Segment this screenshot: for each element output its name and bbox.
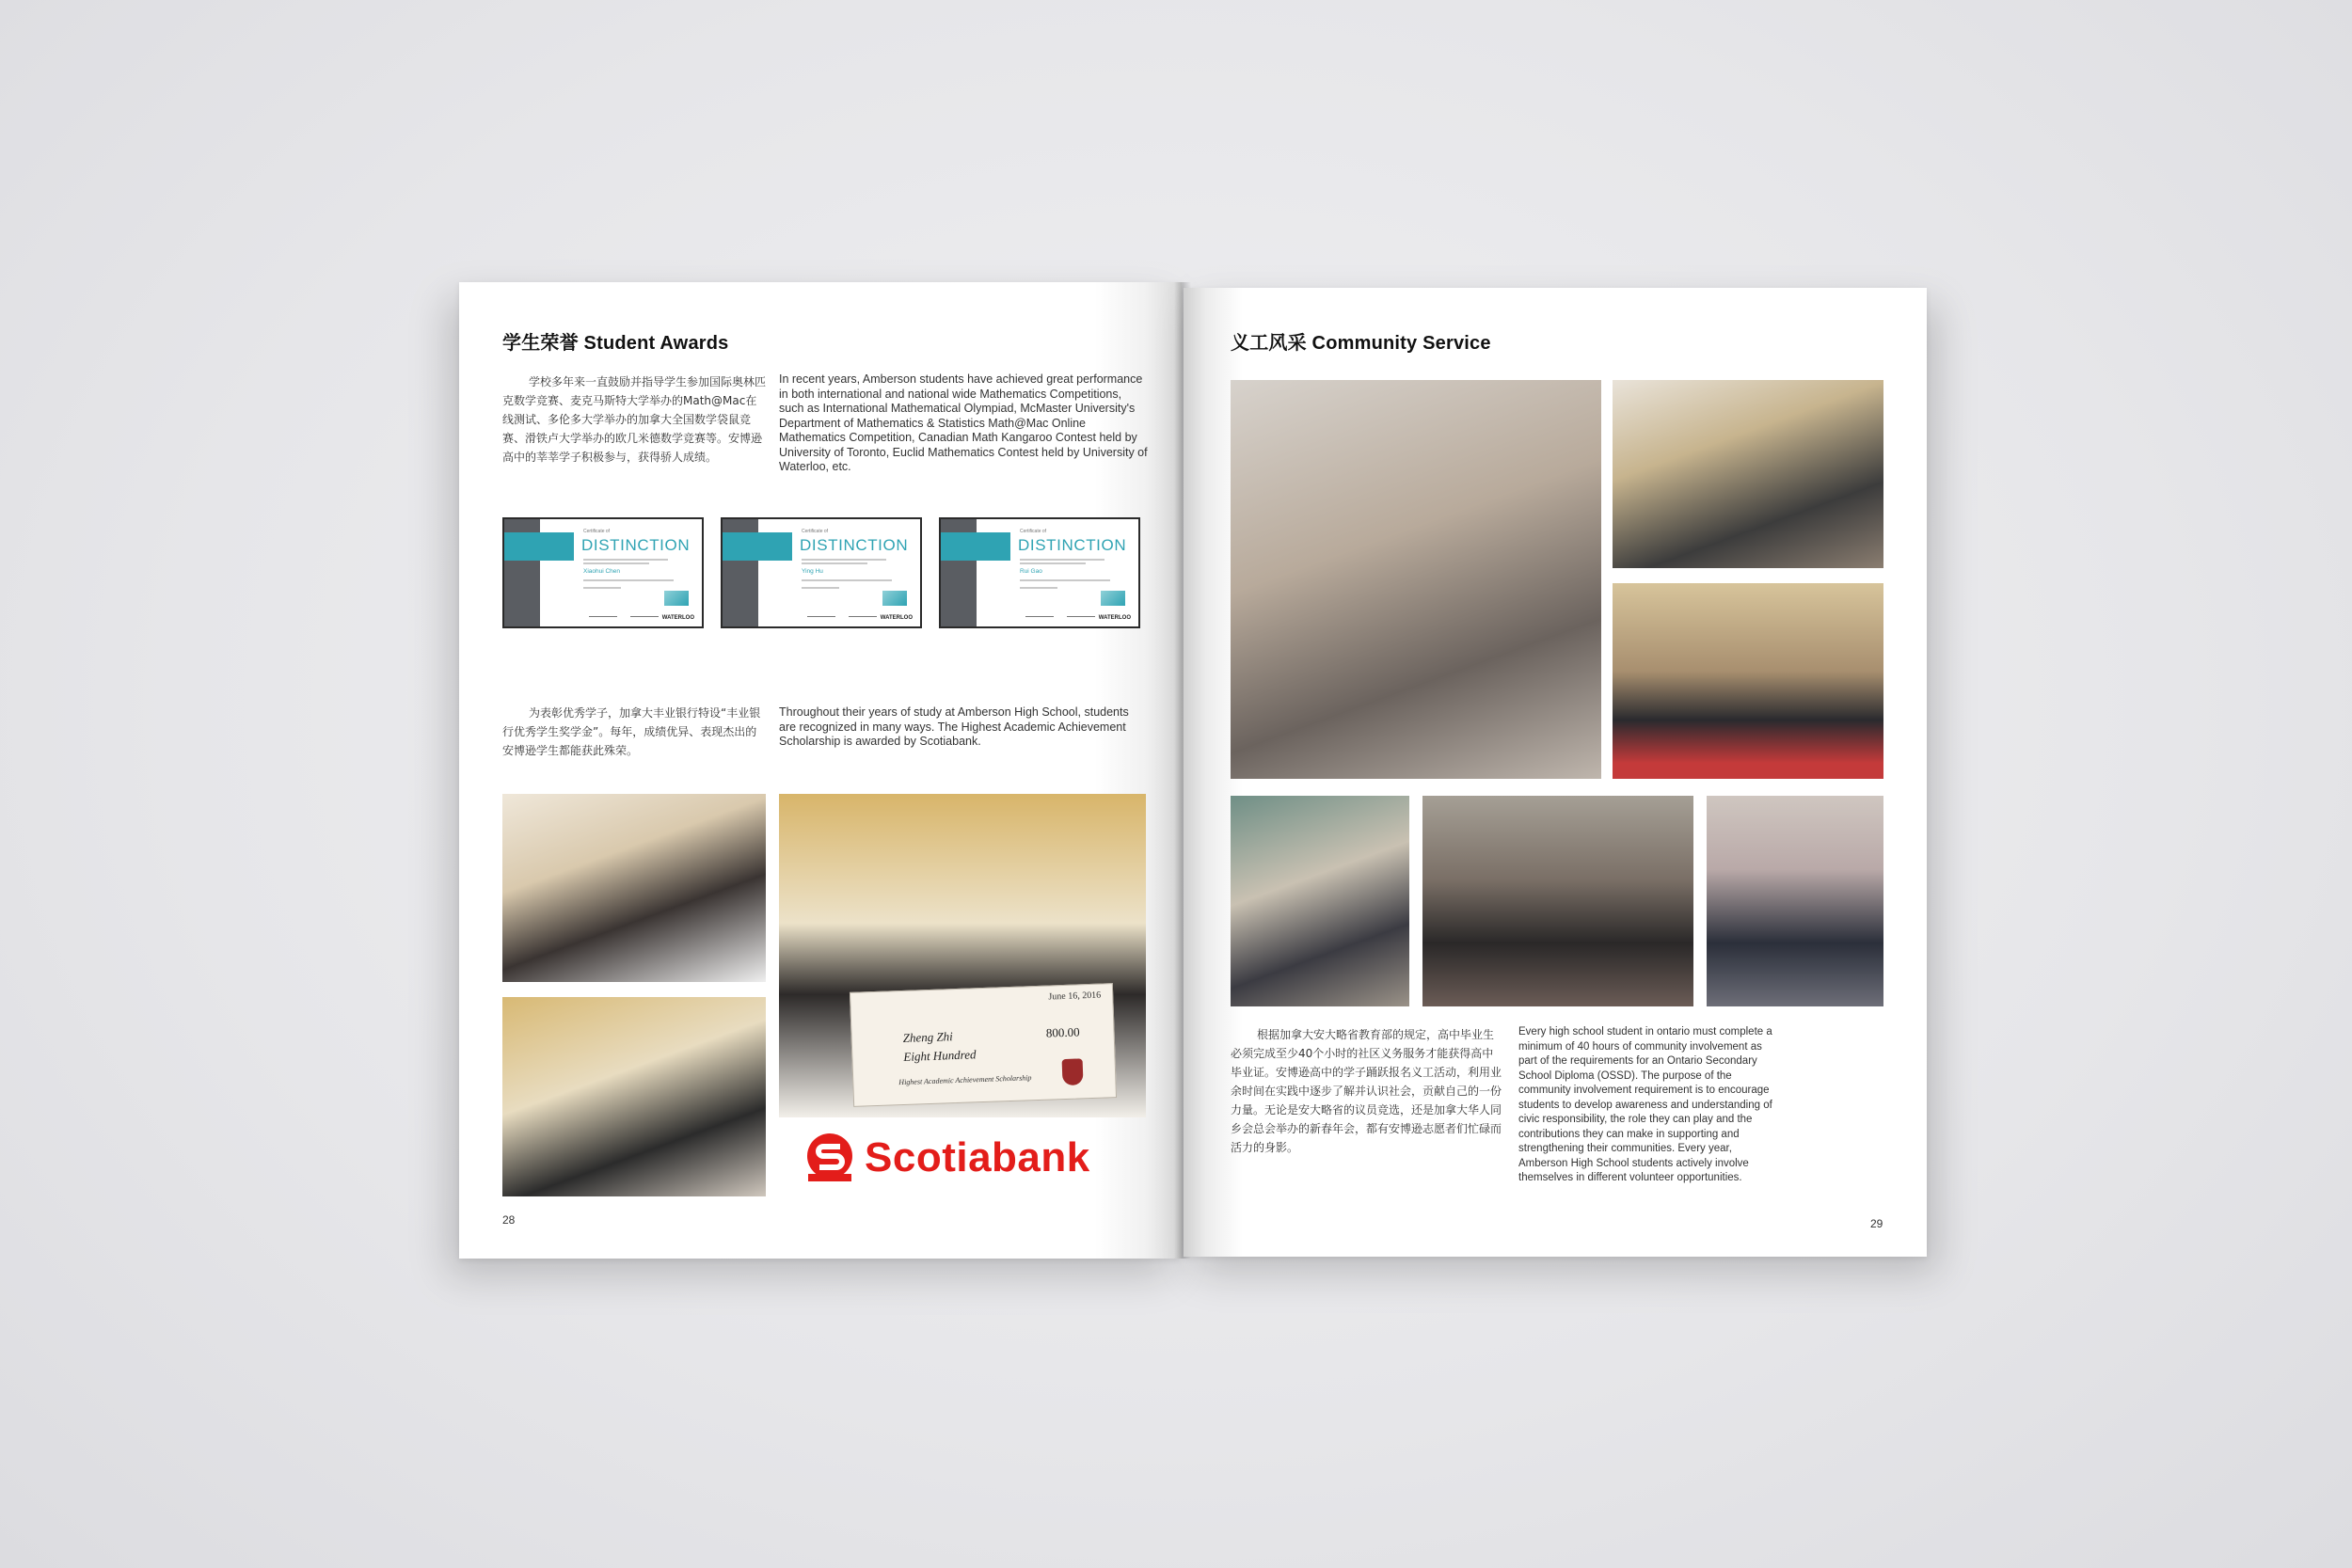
award-photo-certificate <box>502 794 766 982</box>
cheque-memo: Highest Academic Achievement Scholarship <box>898 1073 1032 1087</box>
waterloo-crest-icon <box>664 591 689 606</box>
certificate-3: Certificate of DISTINCTION Rui Gao WATERLOO <box>939 517 1140 628</box>
scholarship-english-text: Throughout their years of study at Amberson High School, students are recognized in many ways. The Highest Academic Achievement Scholarship is awarded by Scotiabank. <box>779 705 1129 748</box>
scholarship-cheque <box>850 983 1117 1107</box>
certificate-heading: DISTINCTION <box>581 536 691 554</box>
scotiabank-logo <box>804 1131 1090 1185</box>
scholarship-chinese-text: 为表彰优秀学子，加拿大丰业银行特设“丰业银行优秀学生奖学金”。每年，成绩优异、表现杰出的安博逊学生都能获此殊荣。 <box>502 706 761 757</box>
certificate-issuer: WATERLOO <box>661 615 694 621</box>
certificate-recipient: Ying Hu <box>802 568 823 575</box>
certificate-recipient: Rui Gao <box>1020 568 1042 575</box>
cheque-payee: Zheng Zhi <box>902 1029 954 1045</box>
scotiabank-wordmark: Scotiabank <box>865 1134 1090 1180</box>
cheque-amount: 800.00 <box>1045 1024 1080 1040</box>
page-title-student-awards: 学生荣誉 Student Awards <box>502 333 729 354</box>
service-photo-event-group <box>1707 796 1883 1006</box>
page-title-community-service: 义工风采 Community Service <box>1231 333 1491 354</box>
waterloo-crest-icon <box>882 591 907 606</box>
service-photo-exhibition <box>1231 796 1409 1006</box>
intro-english-text: In recent years, Amberson students have achieved great performance in both international and national wide Mathematics Competitions, such as International Mathematical Olympiad, McMaster University's Department of Mathematics & Statistics Math@Mac Online Mathematics Competition, Canadian Math Kangaroo Contest held by University of Toronto, Euclid Mathematics Contest held by University of Waterloo, etc. <box>779 372 1148 473</box>
school-crest-icon <box>1062 1058 1084 1085</box>
certificate-issuer: WATERLOO <box>1098 615 1131 621</box>
page-left <box>459 282 1182 1259</box>
cheque-date: June 16, 2016 <box>1048 990 1102 1003</box>
certificate-recipient: Xiaohui Chen <box>583 568 621 575</box>
service-photo-volunteer-group <box>1422 796 1693 1006</box>
certificate-heading: DISTINCTION <box>800 536 909 554</box>
intro-chinese-text: 学校多年来一直鼓励并指导学生参加国际奥林匹克数学竞赛、麦克马斯特大学举办的Math@Mac在线测试、多伦多大学举办的加拿大全国数学袋鼠竞赛、滑铁卢大学举办的欧几米德数学竞赛等。安博逊高中的莘莘学子积极参与，获得骄人成绩。 <box>502 375 767 464</box>
certificate-heading: DISTINCTION <box>1018 536 1127 554</box>
certificate-issuer: WATERLOO <box>880 615 913 621</box>
service-photo-hanging-artwork <box>1613 380 1883 568</box>
certificate-2: Certificate of DISTINCTION Ying Hu WATERLOO <box>721 517 922 628</box>
page-right <box>1184 288 1927 1257</box>
award-photo-presentation <box>502 997 766 1196</box>
community-service-chinese-text: 根据加拿大安大略省教育部的规定，高中毕业生必须完成至少40个小时的社区义务服务才能获得高中毕业证。安博逊高中的学子踊跃报名义工活动，利用业余时间在实践中逐步了解并认识社会，贡献自己的一份力量。无论是安大略省的议员竞选，还是加拿大华人同乡会总会举办的新春年会，都有安博逊志愿者们忙碌而活力的身影。 <box>1231 1028 1502 1154</box>
page-number-right: 29 <box>1870 1217 1883 1230</box>
service-photo-volunteer-portrait <box>1231 380 1601 779</box>
waterloo-crest-icon <box>1101 591 1125 606</box>
service-photo-booth-table <box>1613 583 1883 779</box>
scotiabank-s-icon <box>804 1131 855 1185</box>
community-service-english-text: Every high school student in ontario must complete a minimum of 40 hours of community involvement as part of the requirements for an Ontario Secondary School Diploma (OSSD). The purpose of the community involvement requirement is to encourage students to develop awareness and understanding of civic responsibility, the role they can play and the contributions they can make in supporting and strengthening their communities. Every year, Amberson High School students actively involve themselves in different volunteer opportunities. <box>1518 1026 1772 1183</box>
cheque-amount-words: Eight Hundred <box>903 1047 977 1064</box>
certificate-1: Certificate of DISTINCTION Xiaohui Chen WATERLOO <box>502 517 704 628</box>
page-number-left: 28 <box>502 1213 516 1227</box>
